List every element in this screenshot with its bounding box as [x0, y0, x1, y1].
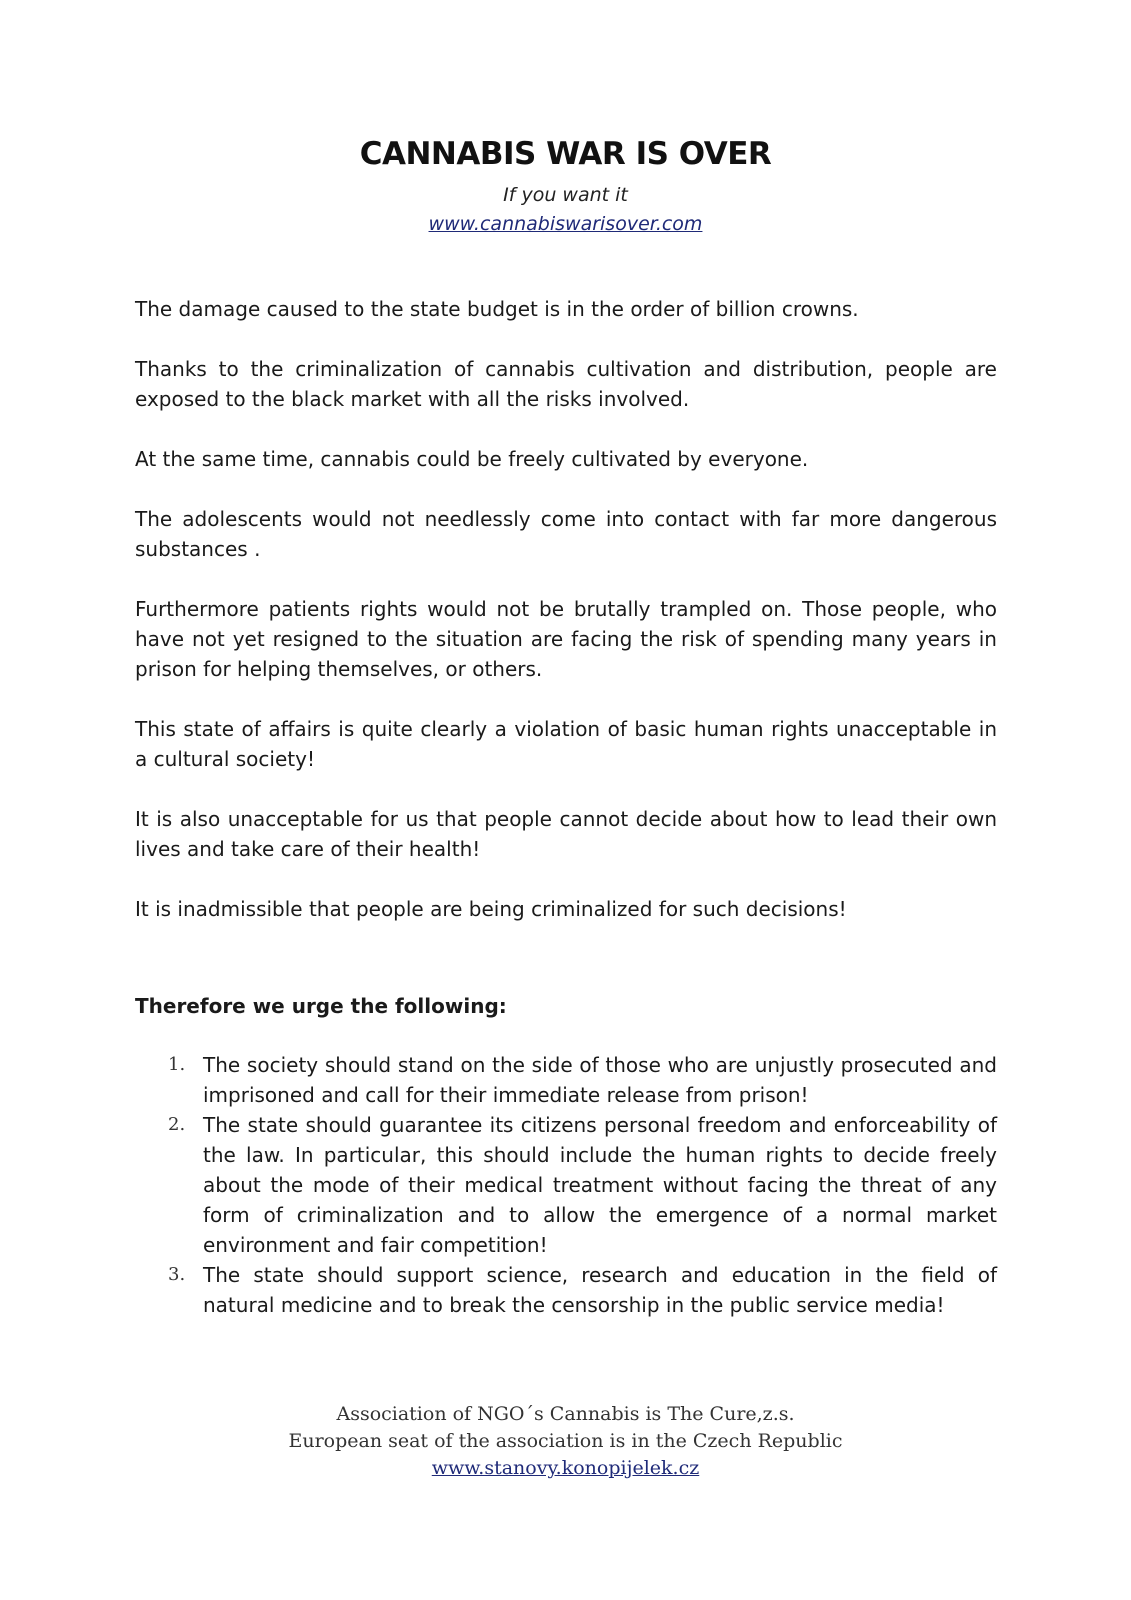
footer-seat: European seat of the association is in the Czech Republic: [288, 1430, 843, 1452]
paragraph: This state of affairs is quite clearly a violation of basic human rights unacceptable in a cultural society!: [135, 717, 997, 771]
paragraph: It is inadmissible that people are being criminalized for such decisions!: [135, 897, 847, 921]
demands-list: [135, 1050, 997, 1320]
paragraph: The damage caused to the state budget is in the order of billion crowns.: [135, 297, 859, 321]
paragraph: The adolescents would not needlessly come into contact with far more dangerous substances .: [135, 507, 997, 561]
list-number: 2.: [168, 1114, 186, 1135]
paragraph: It is also unacceptable for us that people cannot decide about how to lead their own lives and take care of their health!: [135, 807, 997, 861]
list-item-text: The state should guarantee its citizens personal freedom and enforceability of the law. In particular, this should include the human rights to decide freely about the mode of their medical treatment without facing the threat of any form of criminalization and to allow the emergence of a normal market environment and fair competition!: [203, 1113, 997, 1257]
list-item: [135, 1050, 997, 1110]
paragraph: Furthermore patients rights would not be brutally trampled on. Those people, who have not yet resigned to the situation are facing the risk of spending many years in prison for helping themselves, or others.: [135, 597, 997, 681]
footer-website-link[interactable]: www.stanovy.konopijelek.cz: [431, 1457, 700, 1479]
list-item-text: The society should stand on the side of those who are unjustly prosecuted and imprisoned and call for their immediate release from prison!: [203, 1053, 997, 1107]
paragraph: At the same time, cannabis could be freely cultivated by everyone.: [135, 447, 809, 471]
website-link[interactable]: www.cannabiswarisover.com: [428, 213, 703, 235]
list-item: [135, 1110, 997, 1260]
footer-association: Association of NGO´s Cannabis is The Cure,z.s.: [336, 1403, 795, 1425]
list-number: 3.: [168, 1264, 186, 1285]
list-number: 1.: [168, 1054, 186, 1075]
paragraph: Thanks to the criminalization of cannabis cultivation and distribution, people are exposed to the black market with all the risks involved.: [135, 357, 997, 411]
body-text: [135, 294, 997, 954]
urge-heading: Therefore we urge the following:: [135, 994, 507, 1018]
list-item-text: The state should support science, research and education in the field of natural medicine and to break the censorship in the public service media!: [203, 1263, 997, 1317]
document-subtitle: If you want it: [503, 184, 628, 206]
document-title: CANNABIS WAR IS OVER: [359, 136, 772, 172]
list-item: [135, 1260, 997, 1320]
